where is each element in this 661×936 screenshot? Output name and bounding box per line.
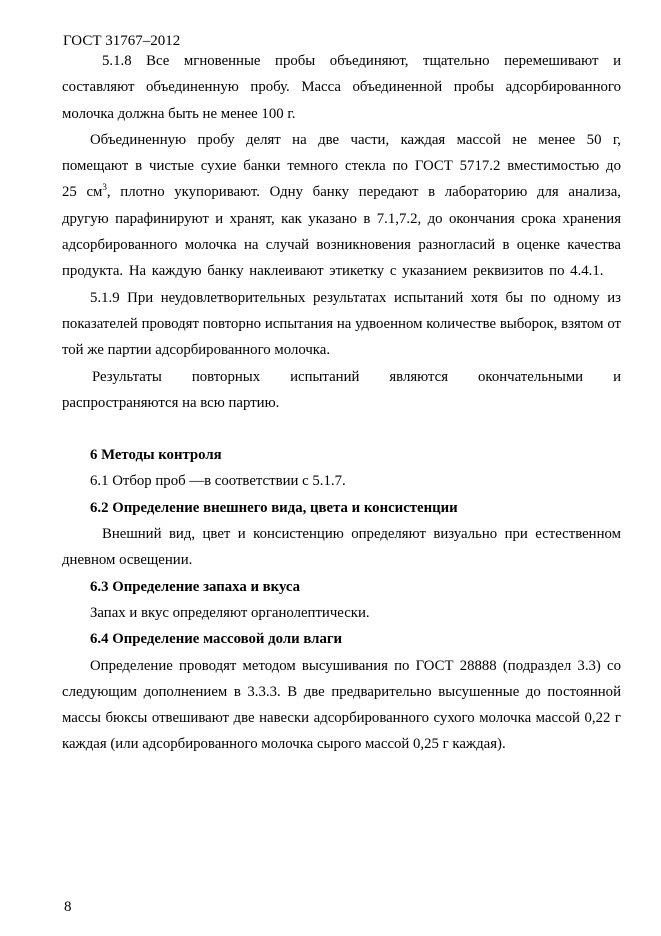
paragraph-5-1-9: 5.1.9 При неудовлетворительных результатах испытаний хотя бы по одному из показателей проводят повторно испытания на удвоенном количестве выборок, взятом от той же партии адсорбированного молочка. [62, 289, 621, 359]
page-number: 8 [64, 899, 72, 915]
superscript: 3 [102, 182, 107, 193]
clause-6-3-text: Запах и вкус определяют органолептически. [90, 604, 370, 621]
paragraph-5-1-8: 5.1.8 Все мгновенные пробы объединяют, тщательно перемешивают и составляют объединенную пробу. Масса объединенной пробы адсорбированного молочка должна быть не менее 100 г. [62, 53, 621, 122]
section-heading-6: 6 Методы контроля [90, 447, 222, 464]
paragraph-results-line: Результаты повторных испытаний являются окончательными и [92, 368, 621, 385]
clause-6-2-text: Внешний вид, цвет и консистенцию определяют визуально при естественном дневном освещении. [62, 526, 621, 569]
paragraph-sample-division [62, 127, 621, 285]
paragraph-text: Объединенную пробу делят на две части, каждая массой не менее 50 г, помещают в чистые сухие банки темного стекла по ГОСТ 5717.2 вместимостью до 25 см [62, 131, 621, 201]
clause-6-1: 6.1 Отбор проб —в соответствии с 5.1.7. [90, 473, 346, 490]
document-body [62, 48, 621, 758]
clause-heading-6-2: 6.2 Определение внешнего вида, цвета и консистенции [90, 499, 458, 516]
paragraph-text: , плотно укупоривают. Одну банку передают в лабораторию для анализа, другую парафинируют и хранят, как указано в 7.1,7.2, до окончания срока хранения адсорбированного молочка на случай возникновения разногласий в оценке качества продукта. На каждую банку наклеивают этикетку с указанием реквизитов по 4.4.1. [62, 184, 621, 280]
paragraph-results-continuation: распространяются на всю партию. [62, 394, 280, 411]
clause-6-4-text: Определение проводят методом высушивания по ГОСТ 28888 (подраздел 3.3) со следующим дополнением в 3.3.3. В две предварительно высушенные до постоянной массы бюксы отвешивают две навески адсорбированного сухого молочка массой 0,22 г каждая (или адсорбированного молочка сырого массой 0,25 г каждая). [62, 657, 621, 753]
document-header: ГОСТ 31767–2012 [63, 33, 181, 49]
clause-heading-6-4: 6.4 Определение массовой доли влаги [90, 631, 343, 648]
clause-heading-6-3: 6.3 Определение запаха и вкуса [90, 578, 301, 595]
